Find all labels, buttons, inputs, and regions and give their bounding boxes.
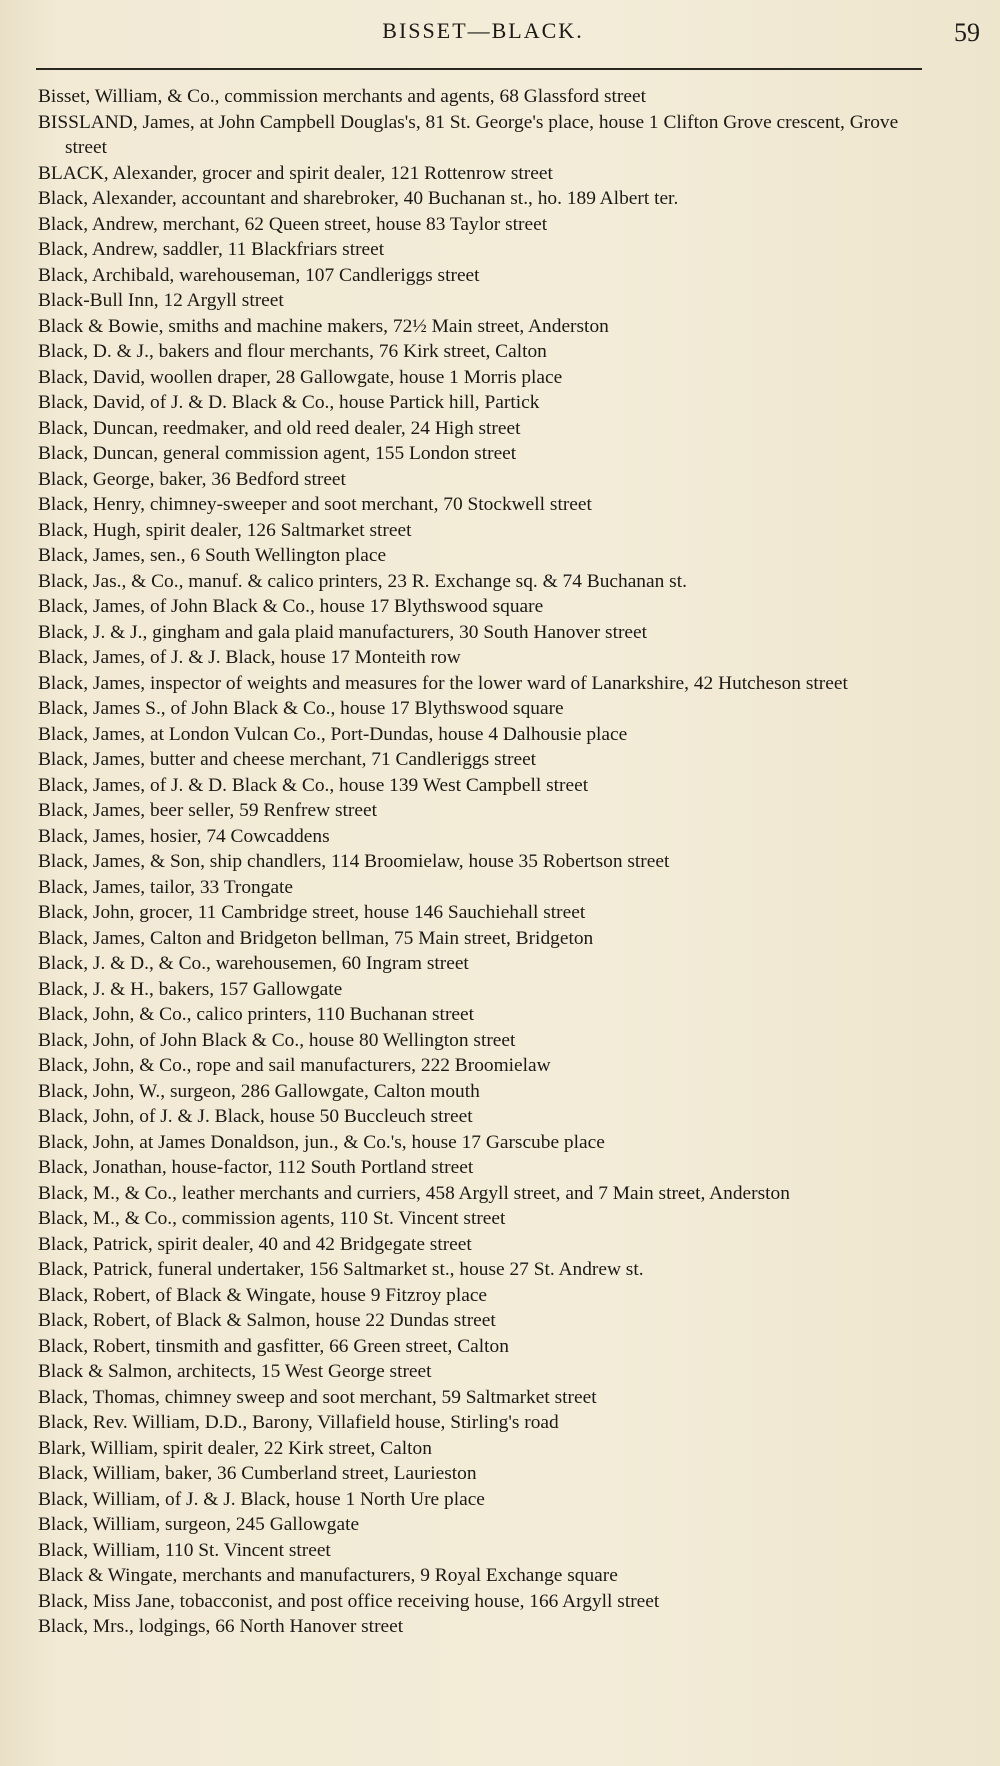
directory-entry: Black, Patrick, funeral undertaker, 156 Saltmarket st., house 27 St. Andrew st. — [38, 1259, 644, 1280]
directory-entry: Black, James, Calton and Bridgeton bellman, 75 Main street, Bridgeton — [38, 927, 594, 949]
directory-entry: Black, Jas., & Co., manuf. & calico printers, 23 R. Exchange sq. & 74 Buchanan st. — [38, 570, 687, 592]
directory-entry: Black, John, & Co., calico printers, 110 Buchanan street — [38, 1004, 475, 1025]
directory-entry: Black & Wingate, merchants and manufacturers, 9 Royal Exchange square — [38, 1565, 618, 1586]
directory-entry: Black, John, at James Donaldson, jun., & Co.'s, house 17 Garscube place — [38, 1131, 605, 1153]
directory-entry: Black, James, at London Vulcan Co., Port-Dundas, house 4 Dalhousie place — [38, 723, 628, 745]
directory-entry: Black, James, & Son, ship chandlers, 114 Broomielaw, house 35 Robertson street — [38, 851, 670, 872]
directory-entry: Black & Bowie, smiths and machine makers, 72½ Main street, Anderston — [38, 315, 609, 337]
directory-entry: Black, William, of J. & J. Black, house 1 North Ure place — [38, 1488, 485, 1510]
directory-entry: Black, Patrick, spirit dealer, 40 and 42 Bridgegate street — [38, 1233, 472, 1255]
directory-entry: Black-Bull Inn, 12 Argyll street — [38, 290, 284, 311]
directory-entry: Black, J. & H., bakers, 157 Gallowgate — [38, 978, 343, 1000]
directory-entry: Black, David, of J. & D. Black & Co., house Partick hill, Partick — [38, 392, 540, 413]
directory-entry: Black, Jonathan, house-factor, 112 South Portland street — [38, 1157, 474, 1178]
directory-entry: Black, Mrs., lodgings, 66 North Hanover street — [38, 1616, 404, 1637]
directory-entry: Black, Alexander, accountant and sharebroker, 40 Buchanan st., ho. 189 Albert ter. — [38, 188, 679, 209]
directory-entry: Black, Andrew, merchant, 62 Queen street, house 83 Taylor street — [38, 213, 548, 235]
directory-entry: Black & Salmon, architects, 15 West George street — [38, 1361, 432, 1382]
page-number: 59 — [954, 18, 980, 47]
directory-entry: Black, James, inspector of weights and measures for the lower ward of Lanarkshire, 42 Hutcheson street — [38, 672, 848, 694]
directory-entry: BISSLAND, James, at John Campbell Douglas's, 81 St. George's place, house 1 Clifton Grove crescent, Grove street — [38, 111, 899, 158]
directory-entry: Black, David, woollen draper, 28 Gallowgate, house 1 Morris place — [38, 366, 563, 388]
directory-entry: Bisset, William, & Co., commission merchants and agents, 68 Glassford street — [38, 86, 646, 107]
directory-entry: Black, Robert, tinsmith and gasfitter, 66 Green street, Calton — [38, 1335, 509, 1357]
directory-entry: Black, John, & Co., rope and sail manufacturers, 222 Broomielaw — [38, 1055, 551, 1076]
directory-entry: Black, Miss Jane, tobacconist, and post office receiving house, 166 Argyll street — [38, 1590, 660, 1612]
directory-entry: Black, Andrew, saddler, 11 Blackfriars street — [38, 239, 385, 260]
directory-entry: Black, James, butter and cheese merchant, 71 Candleriggs street — [38, 749, 537, 770]
directory-entry: Black, M., & Co., leather merchants and curriers, 458 Argyll street, and 7 Main street, Anderston — [38, 1182, 790, 1204]
directory-entry: Black, Rev. William, D.D., Barony, Villafield house, Stirling's road — [38, 1412, 559, 1433]
directory-entry: Black, John, of J. & J. Black, house 50 Buccleuch street — [38, 1106, 473, 1127]
directory-entry: Black, Duncan, reedmaker, and old reed dealer, 24 High street — [38, 417, 521, 439]
directory-entry: Black, James S., of John Black & Co., house 17 Blythswood square — [38, 698, 564, 719]
directory-entry: Black, James, sen., 6 South Wellington place — [38, 545, 387, 566]
directory-entry: Black, Robert, of Black & Salmon, house 22 Dundas street — [38, 1310, 496, 1331]
directory-entry: Black, George, baker, 36 Bedford street — [38, 468, 346, 490]
directory-entry: Black, James, of J. & J. Black, house 17 Monteith row — [38, 647, 461, 668]
directory-entry: Black, James, of John Black & Co., house 17 Blythswood square — [38, 596, 544, 617]
header-rule — [36, 68, 922, 70]
directory-entry: Black, Robert, of Black & Wingate, house 9 Fitzroy place — [38, 1284, 488, 1306]
directory-entry: Black, James, tailor, 33 Trongate — [38, 876, 294, 898]
directory-entry: Black, M., & Co., commission agents, 110 St. Vincent street — [38, 1208, 506, 1229]
directory-entry: Black, John, grocer, 11 Cambridge street, house 146 Sauchiehall street — [38, 902, 586, 923]
directory-entry: Black, John, of John Black & Co., house 80 Wellington street — [38, 1029, 516, 1051]
directory-entry: Black, Thomas, chimney sweep and soot merchant, 59 Saltmarket street — [38, 1386, 597, 1408]
directory-entry: Black, Hugh, spirit dealer, 126 Saltmarket street — [38, 519, 412, 541]
directory-entry: BLACK, Alexander, grocer and spirit dealer, 121 Rottenrow street — [38, 162, 553, 184]
directory-entry: Black, D. & J., bakers and flour merchants, 76 Kirk street, Calton — [38, 341, 547, 362]
directory-entry: Black, Archibald, warehouseman, 107 Candleriggs street — [38, 264, 480, 286]
running-head: BISSET—BLACK. — [382, 18, 584, 43]
directory-entry: Black, J. & D., & Co., warehousemen, 60 Ingram street — [38, 953, 469, 974]
directory-entry: Black, James, hosier, 74 Cowcaddens — [38, 825, 330, 847]
directory-entry: Black, Duncan, general commission agent, 155 London street — [38, 443, 517, 464]
directory-entry: Black, James, of J. & D. Black & Co., house 139 West Campbell street — [38, 774, 589, 796]
directory-entry: Black, William, surgeon, 245 Gallowgate — [38, 1514, 360, 1535]
directory-entry: Black, John, W., surgeon, 286 Gallowgate, Calton mouth — [38, 1080, 480, 1102]
directory-entries — [38, 84, 930, 1640]
directory-entry: Black, J. & J., gingham and gala plaid manufacturers, 30 South Hanover street — [38, 621, 648, 643]
page-header — [36, 18, 980, 52]
directory-entry: Blark, William, spirit dealer, 22 Kirk street, Calton — [38, 1437, 432, 1459]
directory-entry: Black, William, 110 St. Vincent street — [38, 1539, 331, 1561]
directory-entry: Black, William, baker, 36 Cumberland street, Laurieston — [38, 1463, 477, 1484]
directory-entry: Black, James, beer seller, 59 Renfrew street — [38, 800, 377, 821]
directory-entry: Black, Henry, chimney-sweeper and soot merchant, 70 Stockwell street — [38, 494, 592, 515]
